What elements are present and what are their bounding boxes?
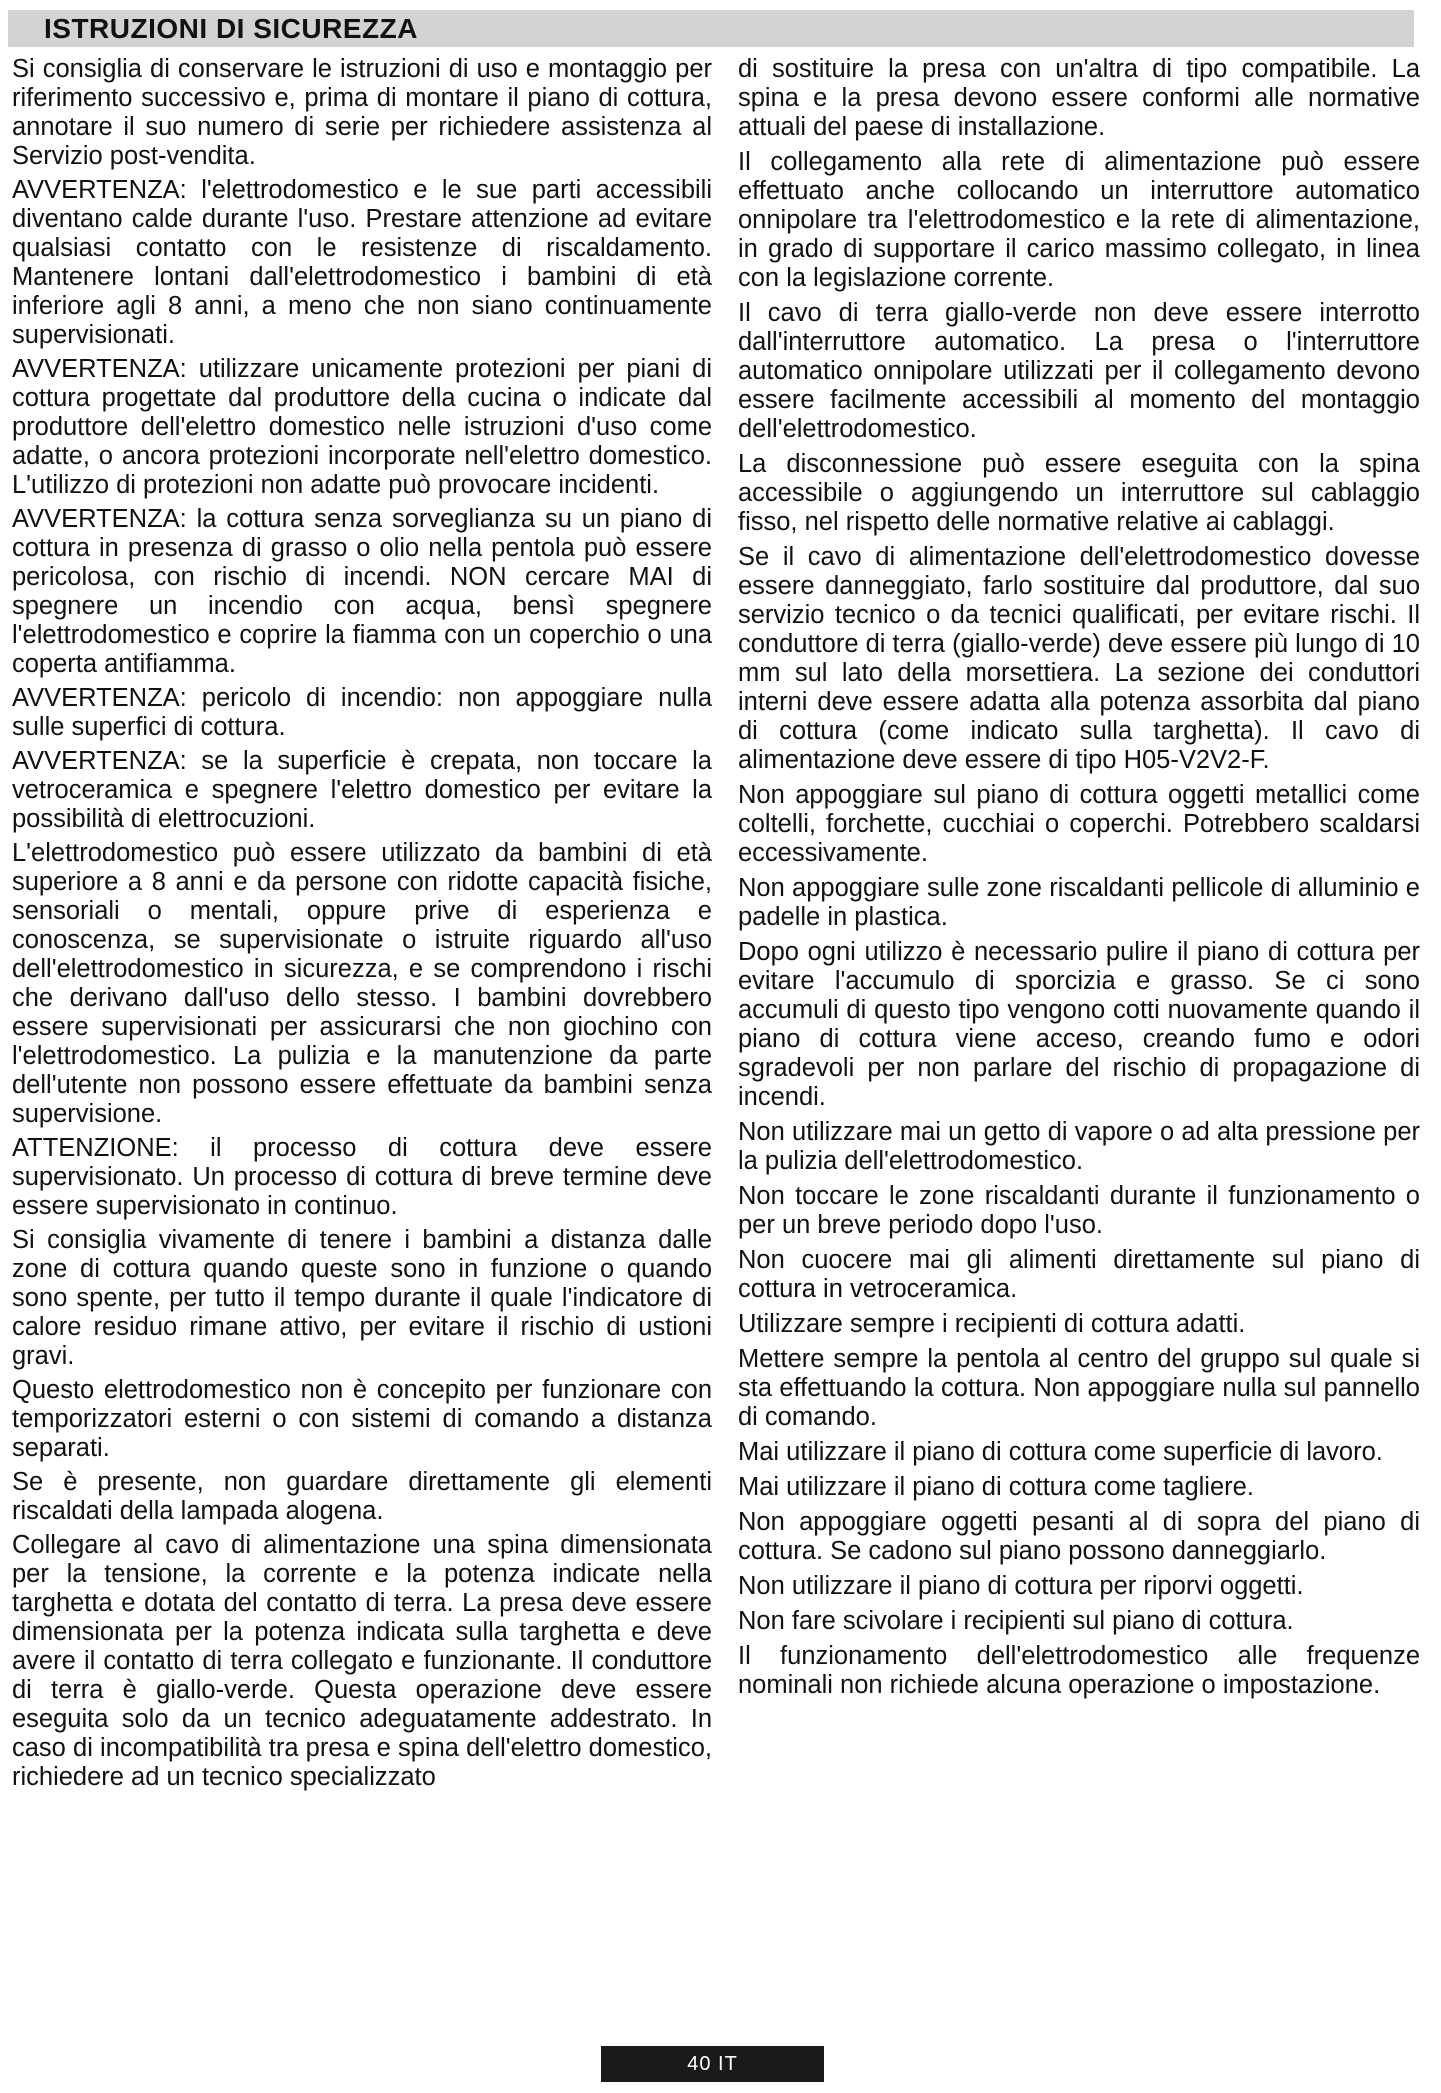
paragraph: Mai utilizzare il piano di cottura come superficie di lavoro. <box>738 1438 1383 1466</box>
paragraph: Non utilizzare il piano di cottura per riporvi oggetti. <box>738 1572 1304 1600</box>
paragraph: di sostituire la presa con un'altra di tipo compatibile. La spina e la presa devono essere conformi alle normative attuali del paese di installazione. <box>738 55 1420 141</box>
paragraph: ATTENZIONE: il processo di cottura deve essere supervisionato. Un processo di cottura di breve termine deve essere supervisionato in continuo. <box>12 1134 712 1220</box>
paragraph: Si consiglia vivamente di tenere i bambini a distanza dalle zone di cottura quando queste sono in funzione o quando sono spente, per tutto il tempo durante il quale l'indicatore di calore residuo rimane attivo, per evitare il rischio di ustioni gravi. <box>12 1226 712 1370</box>
right-column <box>738 55 1420 1706</box>
paragraph: Non cuocere mai gli alimenti direttamente sul piano di cottura in vetroceramica. <box>738 1246 1420 1303</box>
paragraph: AVVERTENZA: l'elettrodomestico e le sue parti accessibili diventano calde durante l'uso. Prestare attenzione ad evitare qualsiasi contatto con le resistenze di riscaldamento. Mantenere lontani dall'elettrodomestico i bambini di età inferiore agli 8 anni, a meno che non siano continuamente supervisionati. <box>12 176 712 349</box>
paragraph: AVVERTENZA: utilizzare unicamente protezioni per piani di cottura progettate dal produttore della cucina o indicate dal produttore dell'elettro domestico nelle istruzioni d'uso come adatte, o ancora protezioni incorporate nell'elettro domestico. L'utilizzo di protezioni non adatte può provocare incidenti. <box>12 355 712 499</box>
paragraph: Non appoggiare sulle zone riscaldanti pellicole di alluminio e padelle in plastica. <box>738 874 1420 931</box>
paragraph: AVVERTENZA: la cottura senza sorveglianza su un piano di cottura in presenza di grasso o olio nella pentola può essere pericolosa, con rischio di incendi. NON cercare MAI di spegnere un incendio con acqua, bensì spegnere l'elettrodomestico e coprire la fiamma con un coperchio o una coperta antifiamma. <box>12 505 712 678</box>
page-number: 40 IT <box>687 2053 738 2075</box>
paragraph: Non appoggiare sul piano di cottura oggetti metallici come coltelli, forchette, cucchiai o coperchi. Potrebbero scaldarsi eccessivamente. <box>738 781 1420 867</box>
paragraph: Utilizzare sempre i recipienti di cottura adatti. <box>738 1310 1246 1338</box>
paragraph: Si consiglia di conservare le istruzioni di uso e montaggio per riferimento successivo e, prima di montare il piano di cottura, annotare il suo numero di serie per richiedere assistenza al Servizio post-vendita. <box>12 55 712 170</box>
paragraph: Mai utilizzare il piano di cottura come tagliere. <box>738 1473 1254 1501</box>
paragraph: Mettere sempre la pentola al centro del gruppo sul quale si sta effettuando la cottura. Non appoggiare nulla sul pannello di comando. <box>738 1345 1420 1431</box>
paragraph: L'elettrodomestico può essere utilizzato da bambini di età superiore a 8 anni e da persone con ridotte capacità fisiche, sensoriali o mentali, oppure prive di esperienza e conoscenza, se supervisionate o istruite riguardo all'uso dell'elettrodomestico in sicurezza, e se comprendono i rischi che derivano dall'uso dello stesso. I bambini dovrebbero essere supervisionati per assicurarsi che non giochino con l'elettrodomestico. La pulizia e la manutenzione da parte dell'utente non possono essere effettuate da bambini senza supervisione. <box>12 839 712 1128</box>
paragraph: Non fare scivolare i recipienti sul piano di cottura. <box>738 1607 1294 1635</box>
paragraph: Collegare al cavo di alimentazione una spina dimensionata per la tensione, la corrente e la potenza indicate nella targhetta e dotata del contatto di terra. La presa deve essere dimensionata per la potenza indicata sulla targhetta e deve avere il contatto di terra collegato e funzionante. Il conduttore di terra è giallo-verde. Questa operazione deve essere eseguita solo da un tecnico adeguatamente addestrato. In caso di incompatibilità tra presa e spina dell'elettro domestico, richiedere ad un tecnico specializzato <box>12 1531 712 1791</box>
paragraph: Non toccare le zone riscaldanti durante il funzionamento o per un breve periodo dopo l'uso. <box>738 1182 1420 1239</box>
paragraph: Non appoggiare oggetti pesanti al di sopra del piano di cottura. Se cadono sul piano possono danneggiarlo. <box>738 1508 1420 1565</box>
left-column <box>12 55 712 1797</box>
paragraph: Non utilizzare mai un getto di vapore o ad alta pressione per la pulizia dell'elettrodomestico. <box>738 1118 1420 1175</box>
section-title-bar <box>8 10 1414 47</box>
paragraph: Il funzionamento dell'elettrodomestico alle frequenze nominali non richiede alcuna operazione o impostazione. <box>738 1642 1420 1699</box>
page-number-badge <box>601 2046 824 2082</box>
paragraph: Dopo ogni utilizzo è necessario pulire il piano di cottura per evitare l'accumulo di sporcizia e grasso. Se ci sono accumuli di questo tipo vengono cotti nuovamente quando il piano di cottura viene acceso, creando fumo e odori sgradevoli per non parlare del rischio di propagazione di incendi. <box>738 938 1420 1111</box>
paragraph: Se è presente, non guardare direttamente gli elementi riscaldati della lampada alogena. <box>12 1468 712 1525</box>
paragraph: Il cavo di terra giallo-verde non deve essere interrotto dall'interruttore automatico. La presa o l'interruttore automatico onnipolare utilizzati per il collegamento devono essere facilmente accessibili al momento del montaggio dell'elettrodomestico. <box>738 299 1420 443</box>
paragraph: Il collegamento alla rete di alimentazione può essere effettuato anche collocando un interruttore automatico onnipolare tra l'elettrodomestico e la rete di alimentazione, in grado di supportare il carico massimo collegato, in linea con la legislazione corrente. <box>738 148 1420 292</box>
paragraph: La disconnessione può essere eseguita con la spina accessibile o aggiungendo un interruttore sul cablaggio fisso, nel rispetto delle normative relative ai cablaggi. <box>738 450 1420 536</box>
paragraph: AVVERTENZA: se la superficie è crepata, non toccare la vetroceramica e spegnere l'elettro domestico per evitare la possibilità di elettrocuzioni. <box>12 747 712 833</box>
paragraph: AVVERTENZA: pericolo di incendio: non appoggiare nulla sulle superfici di cottura. <box>12 684 712 741</box>
section-title: ISTRUZIONI DI SICUREZZA <box>44 13 418 44</box>
paragraph: Questo elettrodomestico non è concepito per funzionare con temporizzatori esterni o con sistemi di comando a distanza separati. <box>12 1376 712 1462</box>
paragraph: Se il cavo di alimentazione dell'elettrodomestico dovesse essere danneggiato, farlo sostituire dal produttore, dal suo servizio tecnico o da tecnici qualificati, per evitare rischi. Il conduttore di terra (giallo-verde) deve essere più lungo di 10 mm sul lato della morsettiera. La sezione dei conduttori interni deve essere adatta alla potenza assorbita dal piano di cottura (come indicato sulla targhetta). Il cavo di alimentazione deve essere di tipo H05-V2V2-F. <box>738 543 1420 774</box>
